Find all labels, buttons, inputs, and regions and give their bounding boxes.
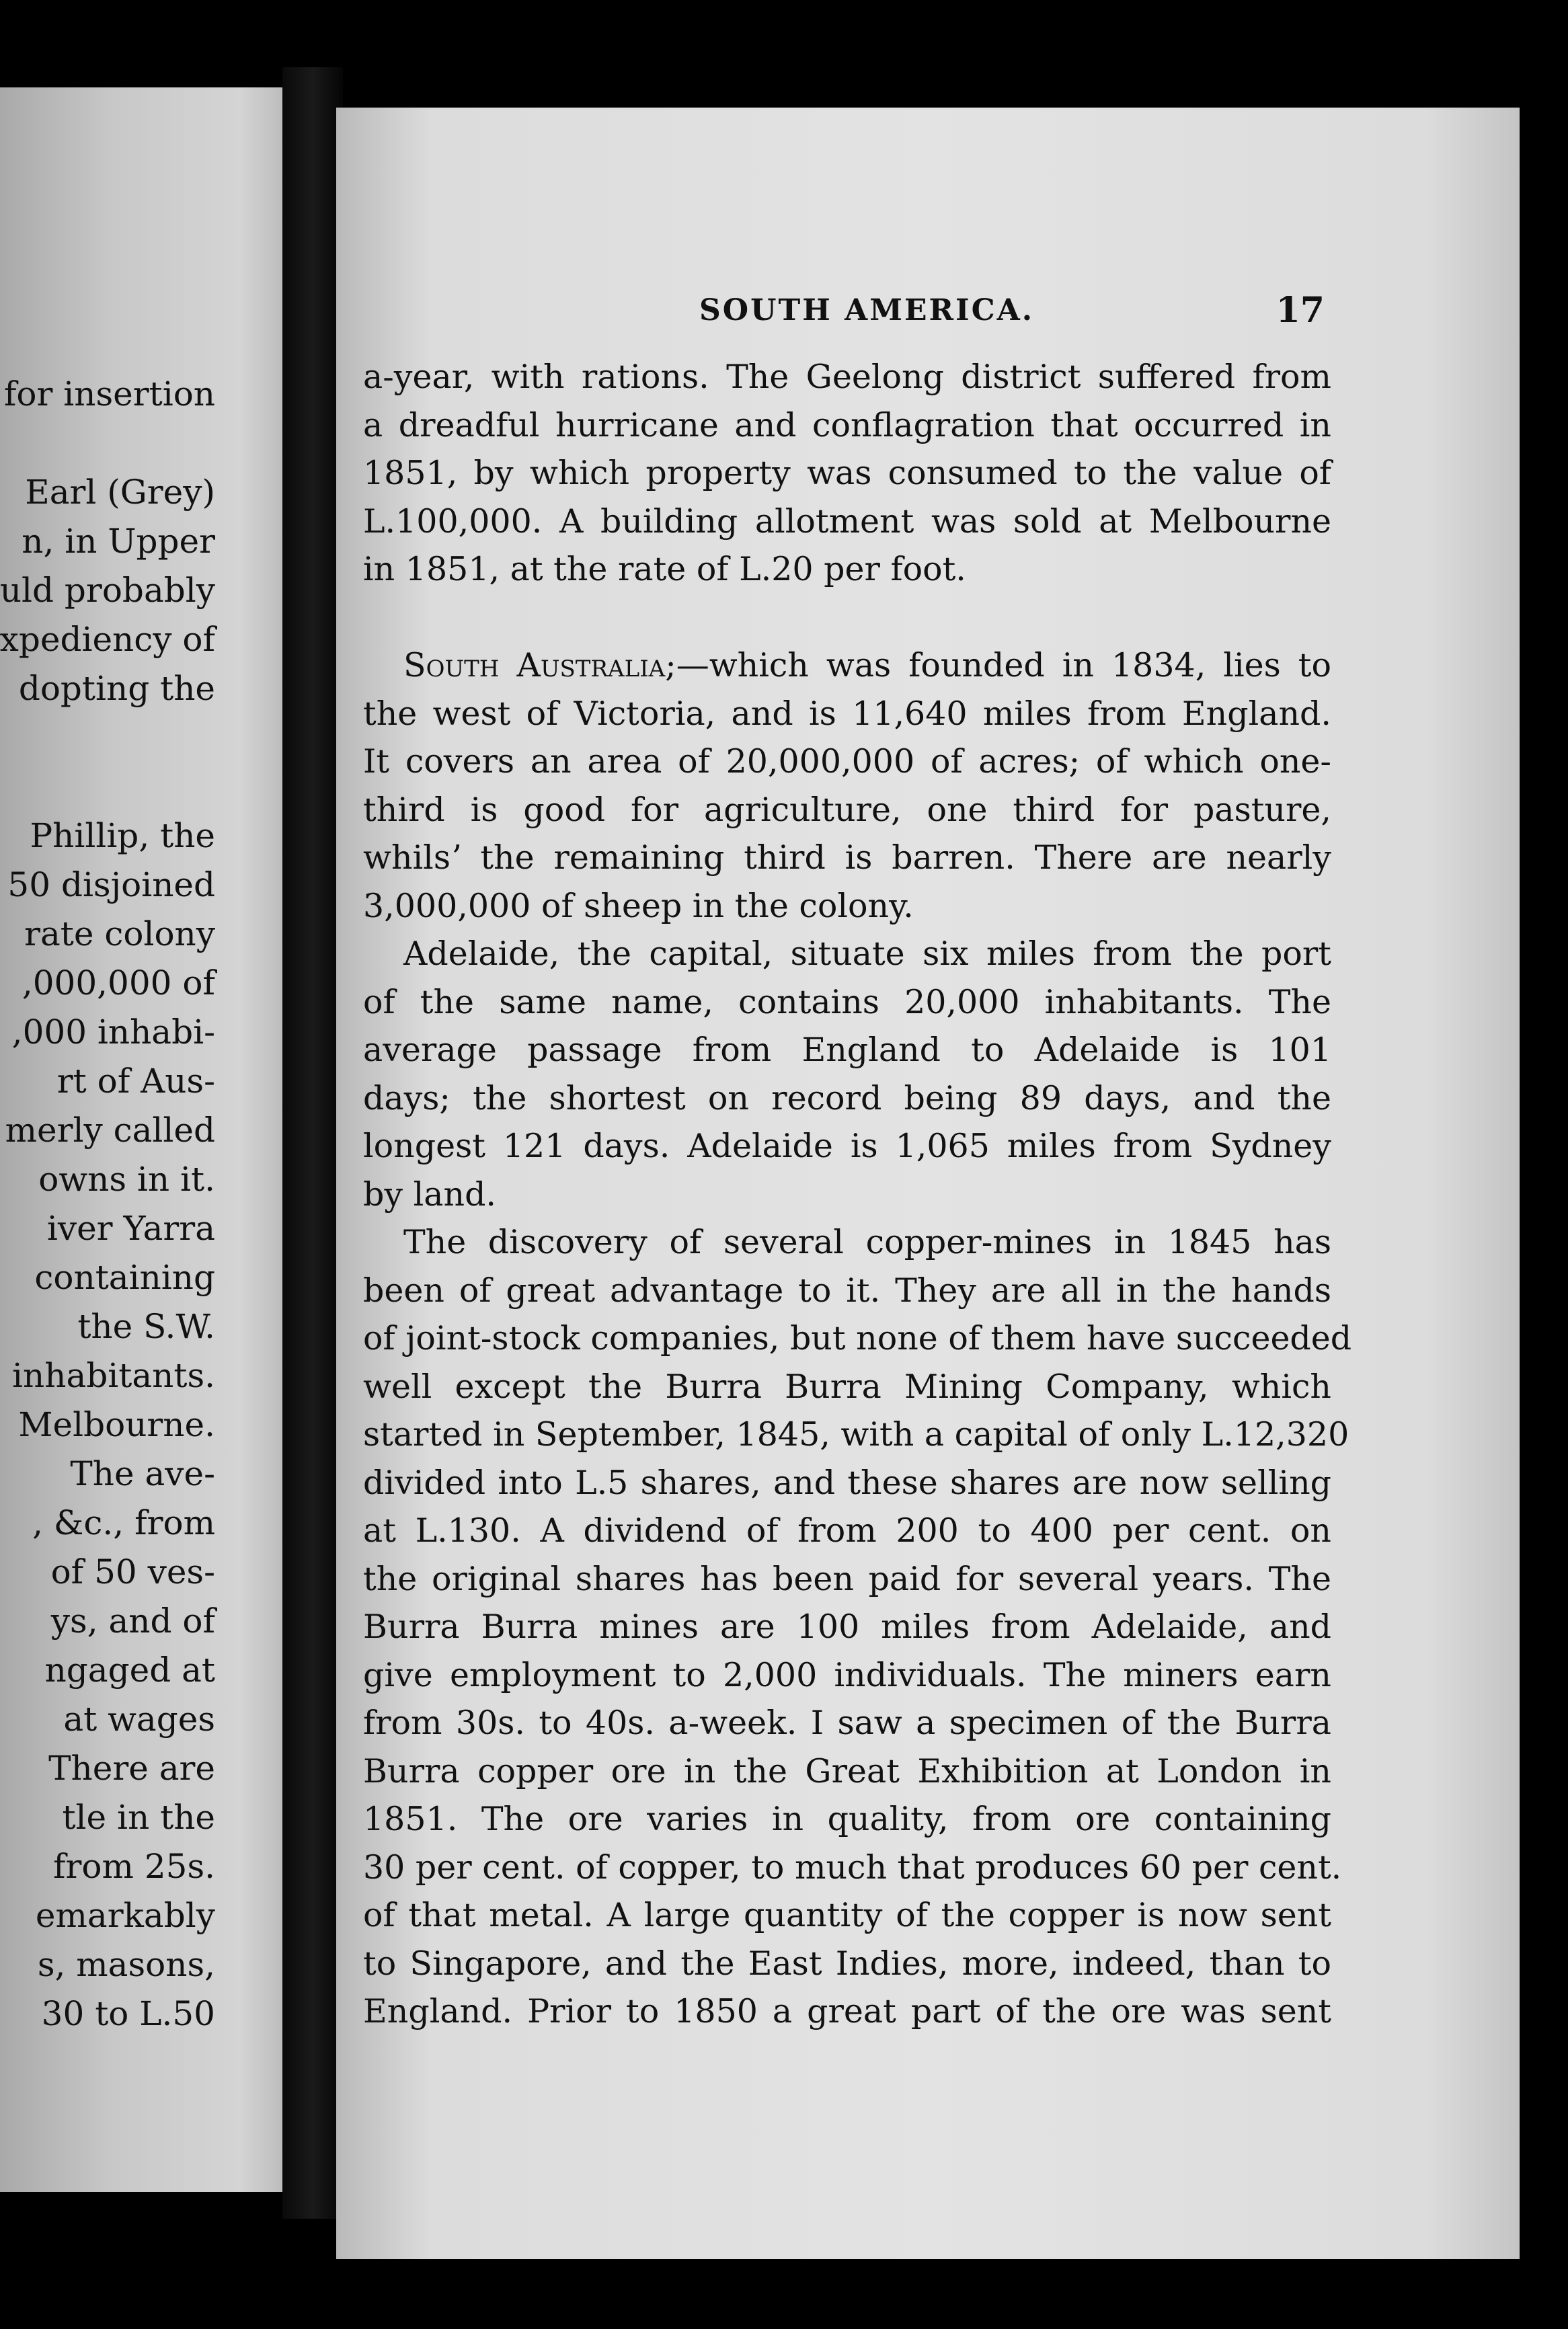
left-line: n, in Upper: [22, 522, 215, 561]
left-line: [0, 419, 215, 468]
text-line: L.100,000. A building allotment was sold at Melbourne: [363, 502, 1331, 541]
text-line: by land.: [363, 1175, 497, 1214]
left-page-text: [0, 370, 215, 2039]
page-header: [336, 284, 1520, 338]
text-line: a dreadful hurricane and conflagration that occurred in: [363, 405, 1331, 444]
left-line: Earl (Grey): [25, 473, 215, 512]
left-line: for insertion: [3, 374, 215, 413]
text-line: It covers an area of 20,000,000 of acres; of which one-: [363, 742, 1331, 781]
left-line: rt of Aus-: [56, 1062, 215, 1101]
text-line: of that metal. A large quantity of the copper is now sent: [363, 1896, 1331, 1934]
left-line: ,000,000 of: [22, 963, 215, 1002]
left-line: The ave-: [70, 1454, 215, 1493]
text-line: started in September, 1845, with a capital of only L.12,320: [363, 1415, 1349, 1454]
text-line: at L.130. A dividend of from 200 to 400 per cent. on: [363, 1511, 1331, 1550]
text-line: of joint-stock companies, but none of them have succeeded: [363, 1319, 1352, 1357]
left-line: 30 to L.50: [41, 1994, 215, 2033]
page-body: [363, 353, 1352, 2036]
text-line: the original shares has been paid for several years. The: [363, 1559, 1331, 1598]
left-line: from 25s.: [53, 1847, 215, 1886]
left-line: 50 disjoined: [7, 865, 215, 904]
left-line: owns in it.: [38, 1160, 215, 1199]
text-line-rest: ;—which was founded in 1834, lies to: [665, 646, 1331, 684]
text-line: give employment to 2,000 individuals. The miners earn: [363, 1655, 1331, 1694]
left-line: There are: [48, 1749, 215, 1788]
text-line: longest 121 days. Adelaide is 1,065 miles from Sydney: [363, 1127, 1331, 1165]
text-line: of the same name, contains 20,000 inhabitants. The: [363, 982, 1331, 1021]
left-facing-page: [0, 87, 282, 2192]
text-line: average passage from England to Adelaide is 101: [363, 1031, 1331, 1069]
left-line: rate colony: [24, 914, 215, 953]
text-line: The discovery of several copper-mines in 1845 has: [403, 1223, 1331, 1261]
left-line: [0, 713, 215, 762]
left-line: [0, 762, 215, 812]
text-line: Burra copper ore in the Great Exhibition at London in: [363, 1751, 1331, 1790]
text-line: 1851, by which property was consumed to the value of: [363, 454, 1331, 492]
running-title: SOUTH AMERICA.: [699, 293, 1035, 327]
left-line: ,000 inhabi-: [11, 1013, 215, 1052]
text-line: Adelaide, the capital, situate six miles from the port: [403, 935, 1331, 973]
text-line: a-year, with rations. The Geelong district suffered from: [363, 358, 1331, 396]
left-line: inhabitants.: [12, 1356, 215, 1395]
text-line: to Singapore, and the East Indies, more, indeed, than to: [363, 1944, 1331, 1983]
left-line: dopting the: [18, 669, 215, 708]
left-line: xpediency of: [0, 620, 215, 659]
page-number: 17: [1276, 290, 1325, 331]
text-line: 1851. The ore varies in quality, from ore containing: [363, 1800, 1331, 1838]
left-line: of 50 ves-: [50, 1552, 215, 1591]
left-line: emarkably: [35, 1896, 215, 1935]
right-page: [336, 108, 1520, 2259]
left-line: containing: [34, 1258, 215, 1297]
text-line: well except the Burra Burra Mining Company, which: [363, 1367, 1331, 1406]
left-line: tle in the: [62, 1798, 215, 1837]
paragraph-gap: [363, 594, 1331, 642]
text-line: third is good for agriculture, one third for pasture,: [363, 790, 1331, 829]
left-line: s, masons,: [37, 1945, 215, 1984]
left-line: Phillip, the: [30, 816, 215, 855]
left-line: uld probably: [0, 571, 215, 610]
left-line: ngaged at: [44, 1651, 215, 1690]
text-line: from 30s. to 40s. a-week. I saw a specimen of the Burra: [363, 1704, 1331, 1742]
book-gutter: [282, 67, 343, 2219]
text-line: days; the shortest on record being 89 days, and the: [363, 1078, 1331, 1117]
left-line: , &c., from: [32, 1503, 215, 1542]
text-line: England. Prior to 1850 a great part of the ore was sent: [363, 1992, 1331, 2030]
section-heading-line: [363, 641, 1331, 690]
left-line: Melbourne.: [18, 1405, 215, 1444]
text-line: 30 per cent. of copper, to much that produces 60 per cent.: [363, 1848, 1342, 1887]
left-line: merly called: [5, 1111, 215, 1150]
text-line: been of great advantage to it. They are all in the hands: [363, 1271, 1331, 1310]
section-heading: South Australia: [403, 646, 666, 684]
text-line: the west of Victoria, and is 11,640 miles from England.: [363, 694, 1331, 733]
text-line: 3,000,000 of sheep in the colony.: [363, 886, 914, 925]
left-line: at wages: [63, 1700, 215, 1739]
text-line: in 1851, at the rate of L.20 per foot.: [363, 550, 966, 588]
left-line: the S.W.: [77, 1307, 215, 1346]
text-line: Burra Burra mines are 100 miles from Adelaide, and: [363, 1608, 1331, 1646]
text-line: divided into L.5 shares, and these shares are now selling: [363, 1463, 1331, 1502]
text-line: whilsʼ the remaining third is barren. There are nearly: [363, 838, 1331, 877]
left-line: ys, and of: [50, 1602, 215, 1641]
left-line: iver Yarra: [46, 1209, 215, 1248]
